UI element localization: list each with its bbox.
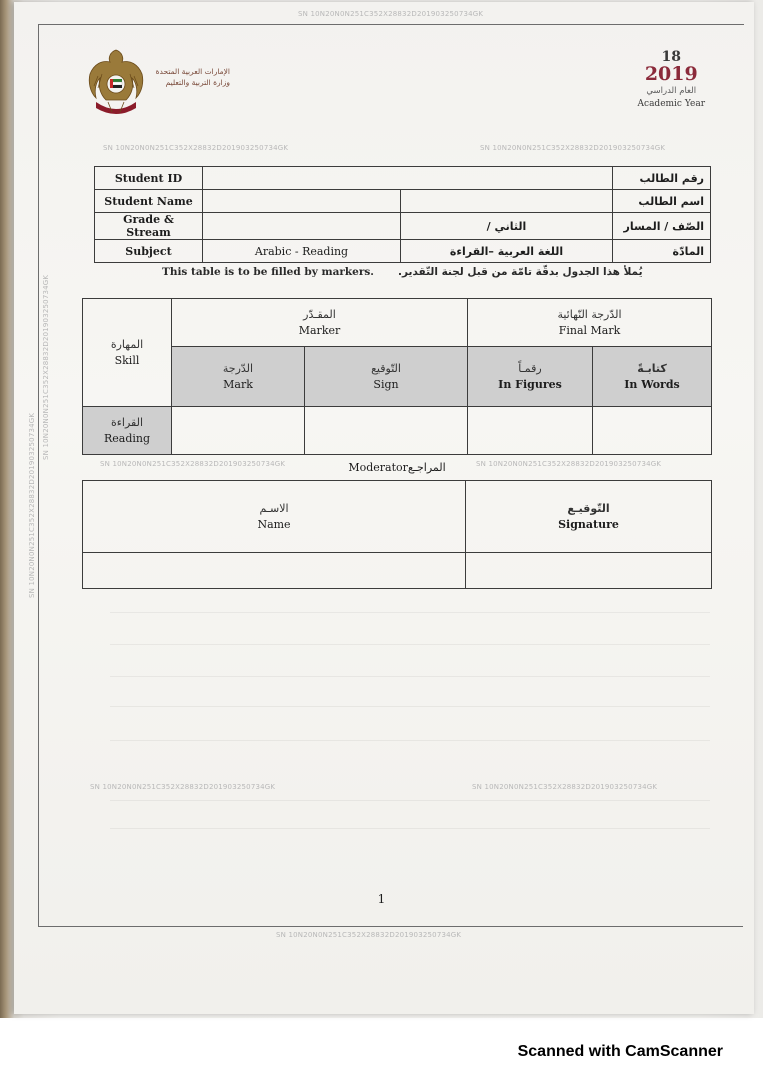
marker-header <box>172 299 468 347</box>
student-id-label-ar: رقم الطالب <box>613 167 711 190</box>
skill-label-en: Skill <box>114 353 140 367</box>
sign-header <box>305 347 468 407</box>
reading-figures-field[interactable] <box>468 407 593 455</box>
show-through-line <box>110 800 710 801</box>
subject-label-ar: المادّة <box>613 240 711 263</box>
table-row <box>83 347 712 407</box>
marker-label-ar: المقـدّر <box>303 307 336 321</box>
serial-number: SN 10N20N0N251C352X28832D201903250734GK <box>480 144 666 152</box>
bottom-rule <box>38 926 743 927</box>
serial-number-vertical: SN 10N20N0N251C352X28832D201903250734GK <box>28 412 36 598</box>
serial-number: SN 10N20N0N251C352X28832D201903250734GK <box>100 460 286 468</box>
student-id-field[interactable] <box>203 167 613 190</box>
table-row <box>95 213 711 240</box>
student-name-field[interactable] <box>203 190 401 213</box>
table-row <box>83 407 712 455</box>
moderator-name-header <box>83 481 466 553</box>
moderator-label-ar: المراجـع <box>407 461 446 474</box>
reading-skill-cell <box>83 407 172 455</box>
sign-label-en: Sign <box>373 377 399 391</box>
show-through-line <box>110 740 710 741</box>
show-through-line <box>110 644 710 645</box>
show-through-line <box>110 676 710 677</box>
grade-label: Grade & Stream <box>95 213 203 240</box>
in-words-label-ar: كتابـةً <box>637 361 667 375</box>
moderator-name-field[interactable] <box>83 553 466 589</box>
year-label-ar: العام الدراسي <box>646 86 697 96</box>
serial-number: SN 10N20N0N251C352X28832D201903250734GK <box>103 144 289 152</box>
subject-value: Arabic - Reading <box>203 240 401 263</box>
moderator-signature-field[interactable] <box>466 553 712 589</box>
table-row <box>95 167 711 190</box>
moderator-signature-header <box>466 481 712 553</box>
grade-value: الثاني / <box>401 213 613 240</box>
student-name-label: Student Name <box>95 190 203 213</box>
table-row <box>95 240 711 263</box>
marker-note-en: This table is to be filled by markers. <box>162 266 374 278</box>
in-words-label-en: In Words <box>624 377 680 391</box>
in-words-header <box>593 347 712 407</box>
uae-emblem-logo <box>86 46 146 122</box>
sign-label-ar: التّوقيع <box>371 361 401 375</box>
serial-number: SN 10N20N0N251C352X28832D201903250734GK <box>298 10 484 18</box>
student-info-table <box>94 166 711 263</box>
table-row <box>83 553 712 589</box>
moderator-label-en: Moderator <box>348 461 408 474</box>
mark-label-ar: الدّرجة <box>222 361 254 375</box>
student-id-label: Student ID <box>95 167 203 190</box>
grade-label-ar: الصّف / المسار <box>613 213 711 240</box>
mark-header <box>172 347 305 407</box>
reading-label-ar: القراءة <box>110 415 144 429</box>
table-row <box>83 299 712 347</box>
reading-words-field[interactable] <box>593 407 712 455</box>
moderator-signature-label-en: Signature <box>558 517 619 531</box>
reading-sign-field[interactable] <box>305 407 468 455</box>
table-row <box>95 190 711 213</box>
subject-value-ar: اللغة العربية –القراءة <box>401 240 613 263</box>
serial-number: SN 10N20N0N251C352X28832D201903250734GK <box>90 783 276 791</box>
page-number: 1 <box>377 892 386 906</box>
year-label-en: Academic Year <box>637 99 705 109</box>
reading-label-en: Reading <box>103 431 151 445</box>
marker-label-en: Marker <box>298 323 341 337</box>
moderator-name-label-ar: الاسـم <box>259 501 289 515</box>
final-mark-header <box>468 299 712 347</box>
ministry-name: الإمارات العربية المتحدة وزارة التربية والتعليم <box>155 67 230 87</box>
student-name-label-ar: اسم الطالب <box>613 190 711 213</box>
moderator-bar <box>82 457 712 479</box>
serial-number: SN 10N20N0N251C352X28832D201903250734GK <box>472 783 658 791</box>
in-figures-header <box>468 347 593 407</box>
skill-label-ar: المهارة <box>110 337 144 351</box>
academic-year-block <box>638 50 705 110</box>
moderator-signature-label-ar: التّوقيـع <box>567 501 610 515</box>
year-full: 2019 <box>644 63 698 85</box>
moderator-name-label-en: Name <box>257 517 291 531</box>
marker-note-ar: يُملأ هذا الجدول بدقّة تامّة من قبل لجنة التّقدير. <box>398 266 643 278</box>
moderator-table <box>82 480 712 589</box>
student-name-field-ar[interactable] <box>401 190 613 213</box>
table-row <box>83 481 712 553</box>
final-mark-label-ar: الدّرجة النّهائية <box>557 307 622 321</box>
serial-number-vertical: SN 10N20N0N251C352X28832D201903250734GK <box>42 274 50 460</box>
year-short: 18 <box>661 49 681 65</box>
in-figures-label-en: In Figures <box>498 377 562 391</box>
skill-header <box>83 299 172 407</box>
final-mark-label-en: Final Mark <box>558 323 621 337</box>
marks-table <box>82 298 712 455</box>
in-figures-label-ar: رقمـاً <box>518 361 542 375</box>
mark-label-en: Mark <box>223 377 253 391</box>
grade-field[interactable] <box>203 213 401 240</box>
serial-number: SN 10N20N0N251C352X28832D201903250734GK <box>276 931 462 939</box>
reading-mark-field[interactable] <box>172 407 305 455</box>
show-through-line <box>110 612 710 613</box>
serial-number: SN 10N20N0N251C352X28832D201903250734GK <box>476 460 662 468</box>
show-through-line <box>110 706 710 707</box>
camscanner-watermark: Scanned with CamScanner <box>517 1043 723 1060</box>
subject-label: Subject <box>95 240 203 263</box>
show-through-line <box>110 828 710 829</box>
